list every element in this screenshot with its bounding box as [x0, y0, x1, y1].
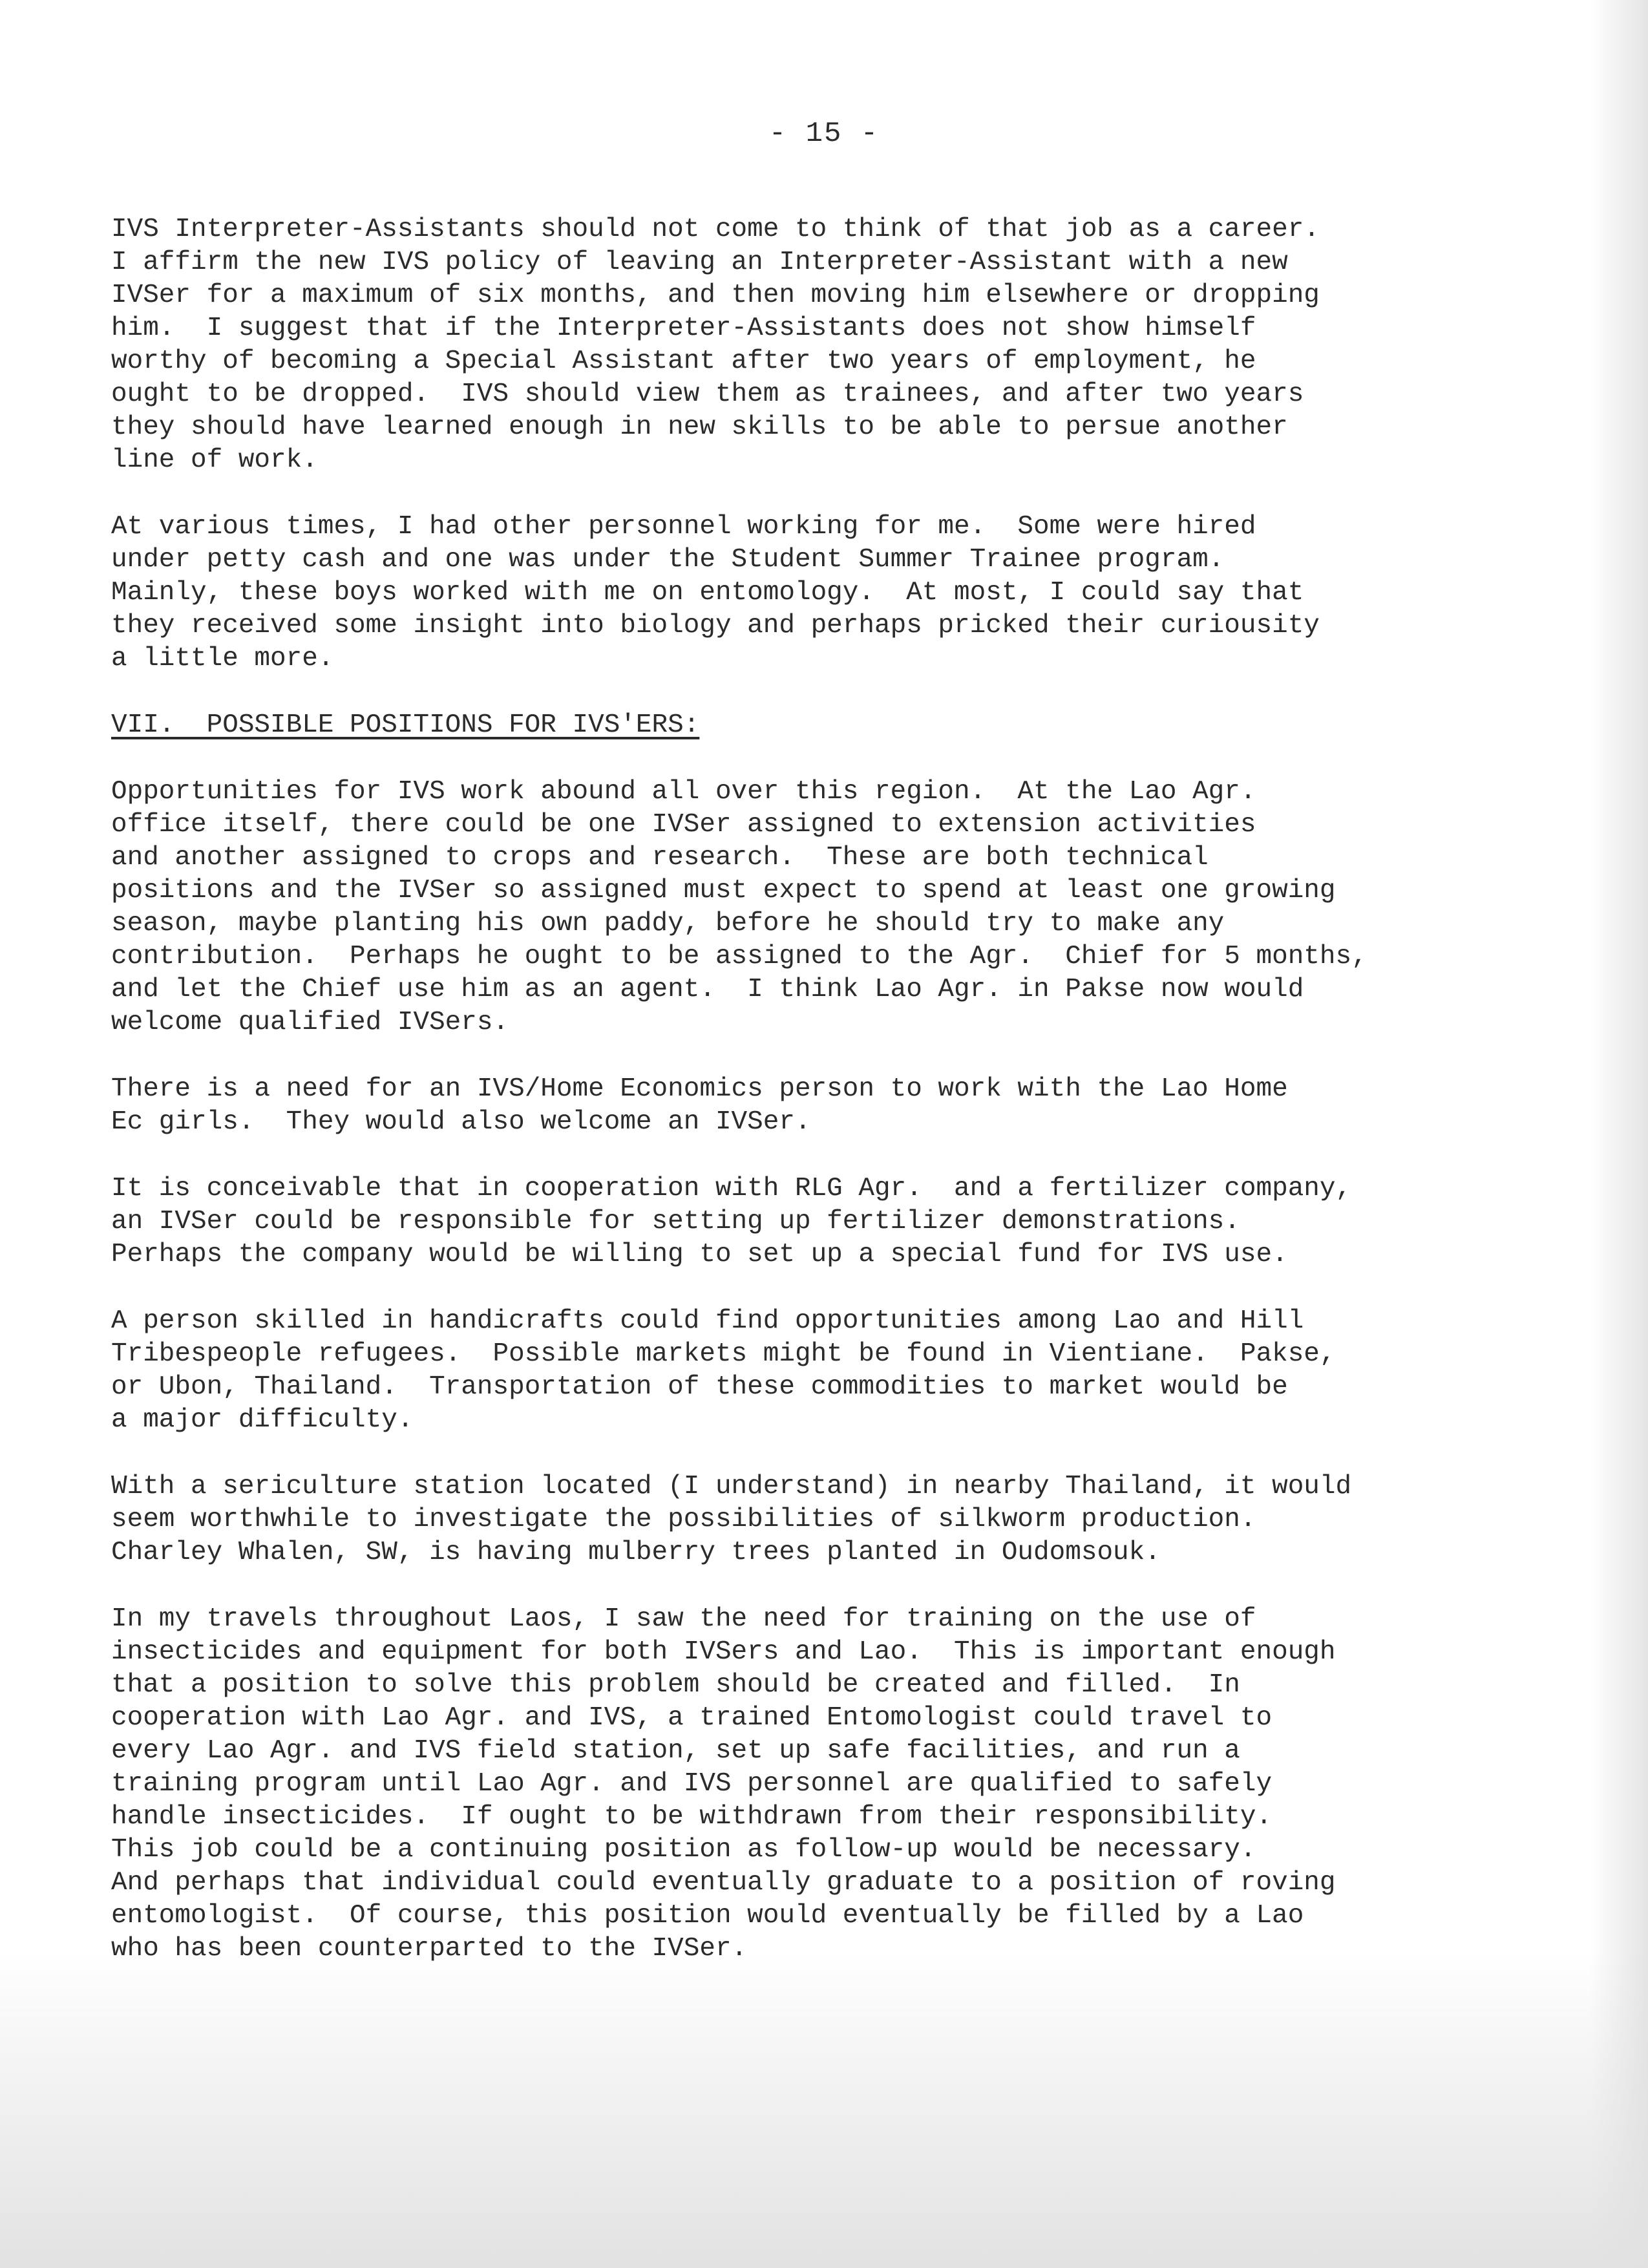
text-line: positions and the IVSer so assigned must expect to spend at least one growing [111, 876, 1336, 906]
text-line: and another assigned to crops and research. These are both technical [111, 843, 1209, 873]
text-line: This job could be a continuing position as follow-up would be necessary. [111, 1835, 1256, 1865]
page-number: - 15 - [768, 118, 880, 150]
paragraph [111, 1470, 1404, 1569]
text-line: At various times, I had other personnel working for me. Some were hired [111, 512, 1256, 542]
text-line: him. I suggest that if the Interpreter-Assistants does not show himself [111, 313, 1256, 343]
text-line: It is conceivable that in cooperation with RLG Agr. and a fertilizer company, [111, 1174, 1352, 1203]
text-line: Perhaps the company would be willing to set up a special fund for IVS use. [111, 1240, 1288, 1269]
text-line: seem worthwhile to investigate the possibilities of silkworm production. [111, 1505, 1256, 1534]
text-line: and let the Chief use him as an agent. I think Lao Agr. in Pakse now would [111, 975, 1304, 1004]
text-line: an IVSer could be responsible for setting up fertilizer demonstrations. [111, 1207, 1240, 1236]
text-line: Mainly, these boys worked with me on entomology. At most, I could say that [111, 578, 1304, 608]
paragraph [111, 1603, 1404, 1966]
text-line: A person skilled in handicrafts could find opportunities among Lao and Hill [111, 1306, 1304, 1336]
text-line: handle insecticides. If ought to be withdrawn from their responsibility. [111, 1802, 1273, 1832]
paragraph [111, 511, 1404, 675]
paragraph [111, 1073, 1404, 1139]
text-line: insecticides and equipment for both IVSers and Lao. This is important enough [111, 1637, 1336, 1667]
text-line: every Lao Agr. and IVS field station, set up safe facilities, and run a [111, 1736, 1240, 1766]
paragraph [111, 213, 1404, 477]
page-edge-shadow [1590, 0, 1648, 2268]
text-line: There is a need for an IVS/Home Economics person to work with the Lao Home [111, 1074, 1288, 1104]
text-line: a little more. [111, 644, 334, 673]
paragraph [111, 776, 1404, 1039]
text-line: who has been counterparted to the IVSer. [111, 1934, 748, 1964]
section-heading: VII. POSSIBLE POSITIONS FOR IVS'ERS: [111, 710, 700, 740]
text-line: that a position to solve this problem should be created and filled. In [111, 1670, 1240, 1700]
text-line: or Ubon, Thailand. Transportation of these commodities to market would be [111, 1372, 1288, 1402]
text-line: worthy of becoming a Special Assistant after two years of employment, he [111, 346, 1256, 376]
text-line: Opportunities for IVS work abound all over this region. At the Lao Agr. [111, 777, 1256, 807]
text-line: With a sericulture station located (I understand) in nearby Thailand, it would [111, 1472, 1352, 1501]
text-line: welcome qualified IVSers. [111, 1008, 509, 1037]
text-line: I affirm the new IVS policy of leaving an Interpreter-Assistant with a new [111, 248, 1288, 277]
paragraph [111, 1305, 1404, 1437]
text-line: a major difficulty. [111, 1405, 414, 1435]
text-line: training program until Lao Agr. and IVS personnel are qualified to safely [111, 1769, 1273, 1799]
text-line: And perhaps that individual could eventually graduate to a position of roving [111, 1868, 1336, 1898]
text-line: Tribespeople refugees. Possible markets might be found in Vientiane. Pakse, [111, 1339, 1336, 1369]
text-line: contribution. Perhaps he ought to be assigned to the Agr. Chief for 5 months, [111, 942, 1368, 971]
text-line: Charley Whalen, SW, is having mulberry trees planted in Oudomsouk. [111, 1538, 1161, 1567]
paragraphs-before-heading [111, 213, 1404, 675]
text-line: IVS Interpreter-Assistants should not come to think of that job as a career. [111, 215, 1320, 244]
text-line: entomologist. Of course, this position would eventually be filled by a Lao [111, 1901, 1304, 1931]
text-line: they received some insight into biology and perhaps pricked their curiousity [111, 611, 1320, 641]
text-line: season, maybe planting his own paddy, before he should try to make any [111, 909, 1225, 938]
text-line: line of work. [111, 445, 318, 475]
text-line: Ec girls. They would also welcome an IVSer. [111, 1107, 811, 1137]
text-line: ought to be dropped. IVS should view them as trainees, and after two years [111, 379, 1304, 409]
text-line: In my travels throughout Laos, I saw the need for training on the use of [111, 1604, 1256, 1634]
text-line: office itself, there could be one IVSer assigned to extension activities [111, 810, 1256, 840]
text-line: cooperation with Lao Agr. and IVS, a trained Entomologist could travel to [111, 1703, 1273, 1733]
text-line: under petty cash and one was under the Student Summer Trainee program. [111, 545, 1225, 575]
paragraph [111, 1172, 1404, 1271]
text-line: IVSer for a maximum of six months, and then moving him elsewhere or dropping [111, 281, 1320, 310]
document-body [111, 213, 1404, 1999]
text-line: they should have learned enough in new skills to be able to persue another [111, 412, 1288, 442]
paragraphs-after-heading [111, 776, 1404, 1966]
